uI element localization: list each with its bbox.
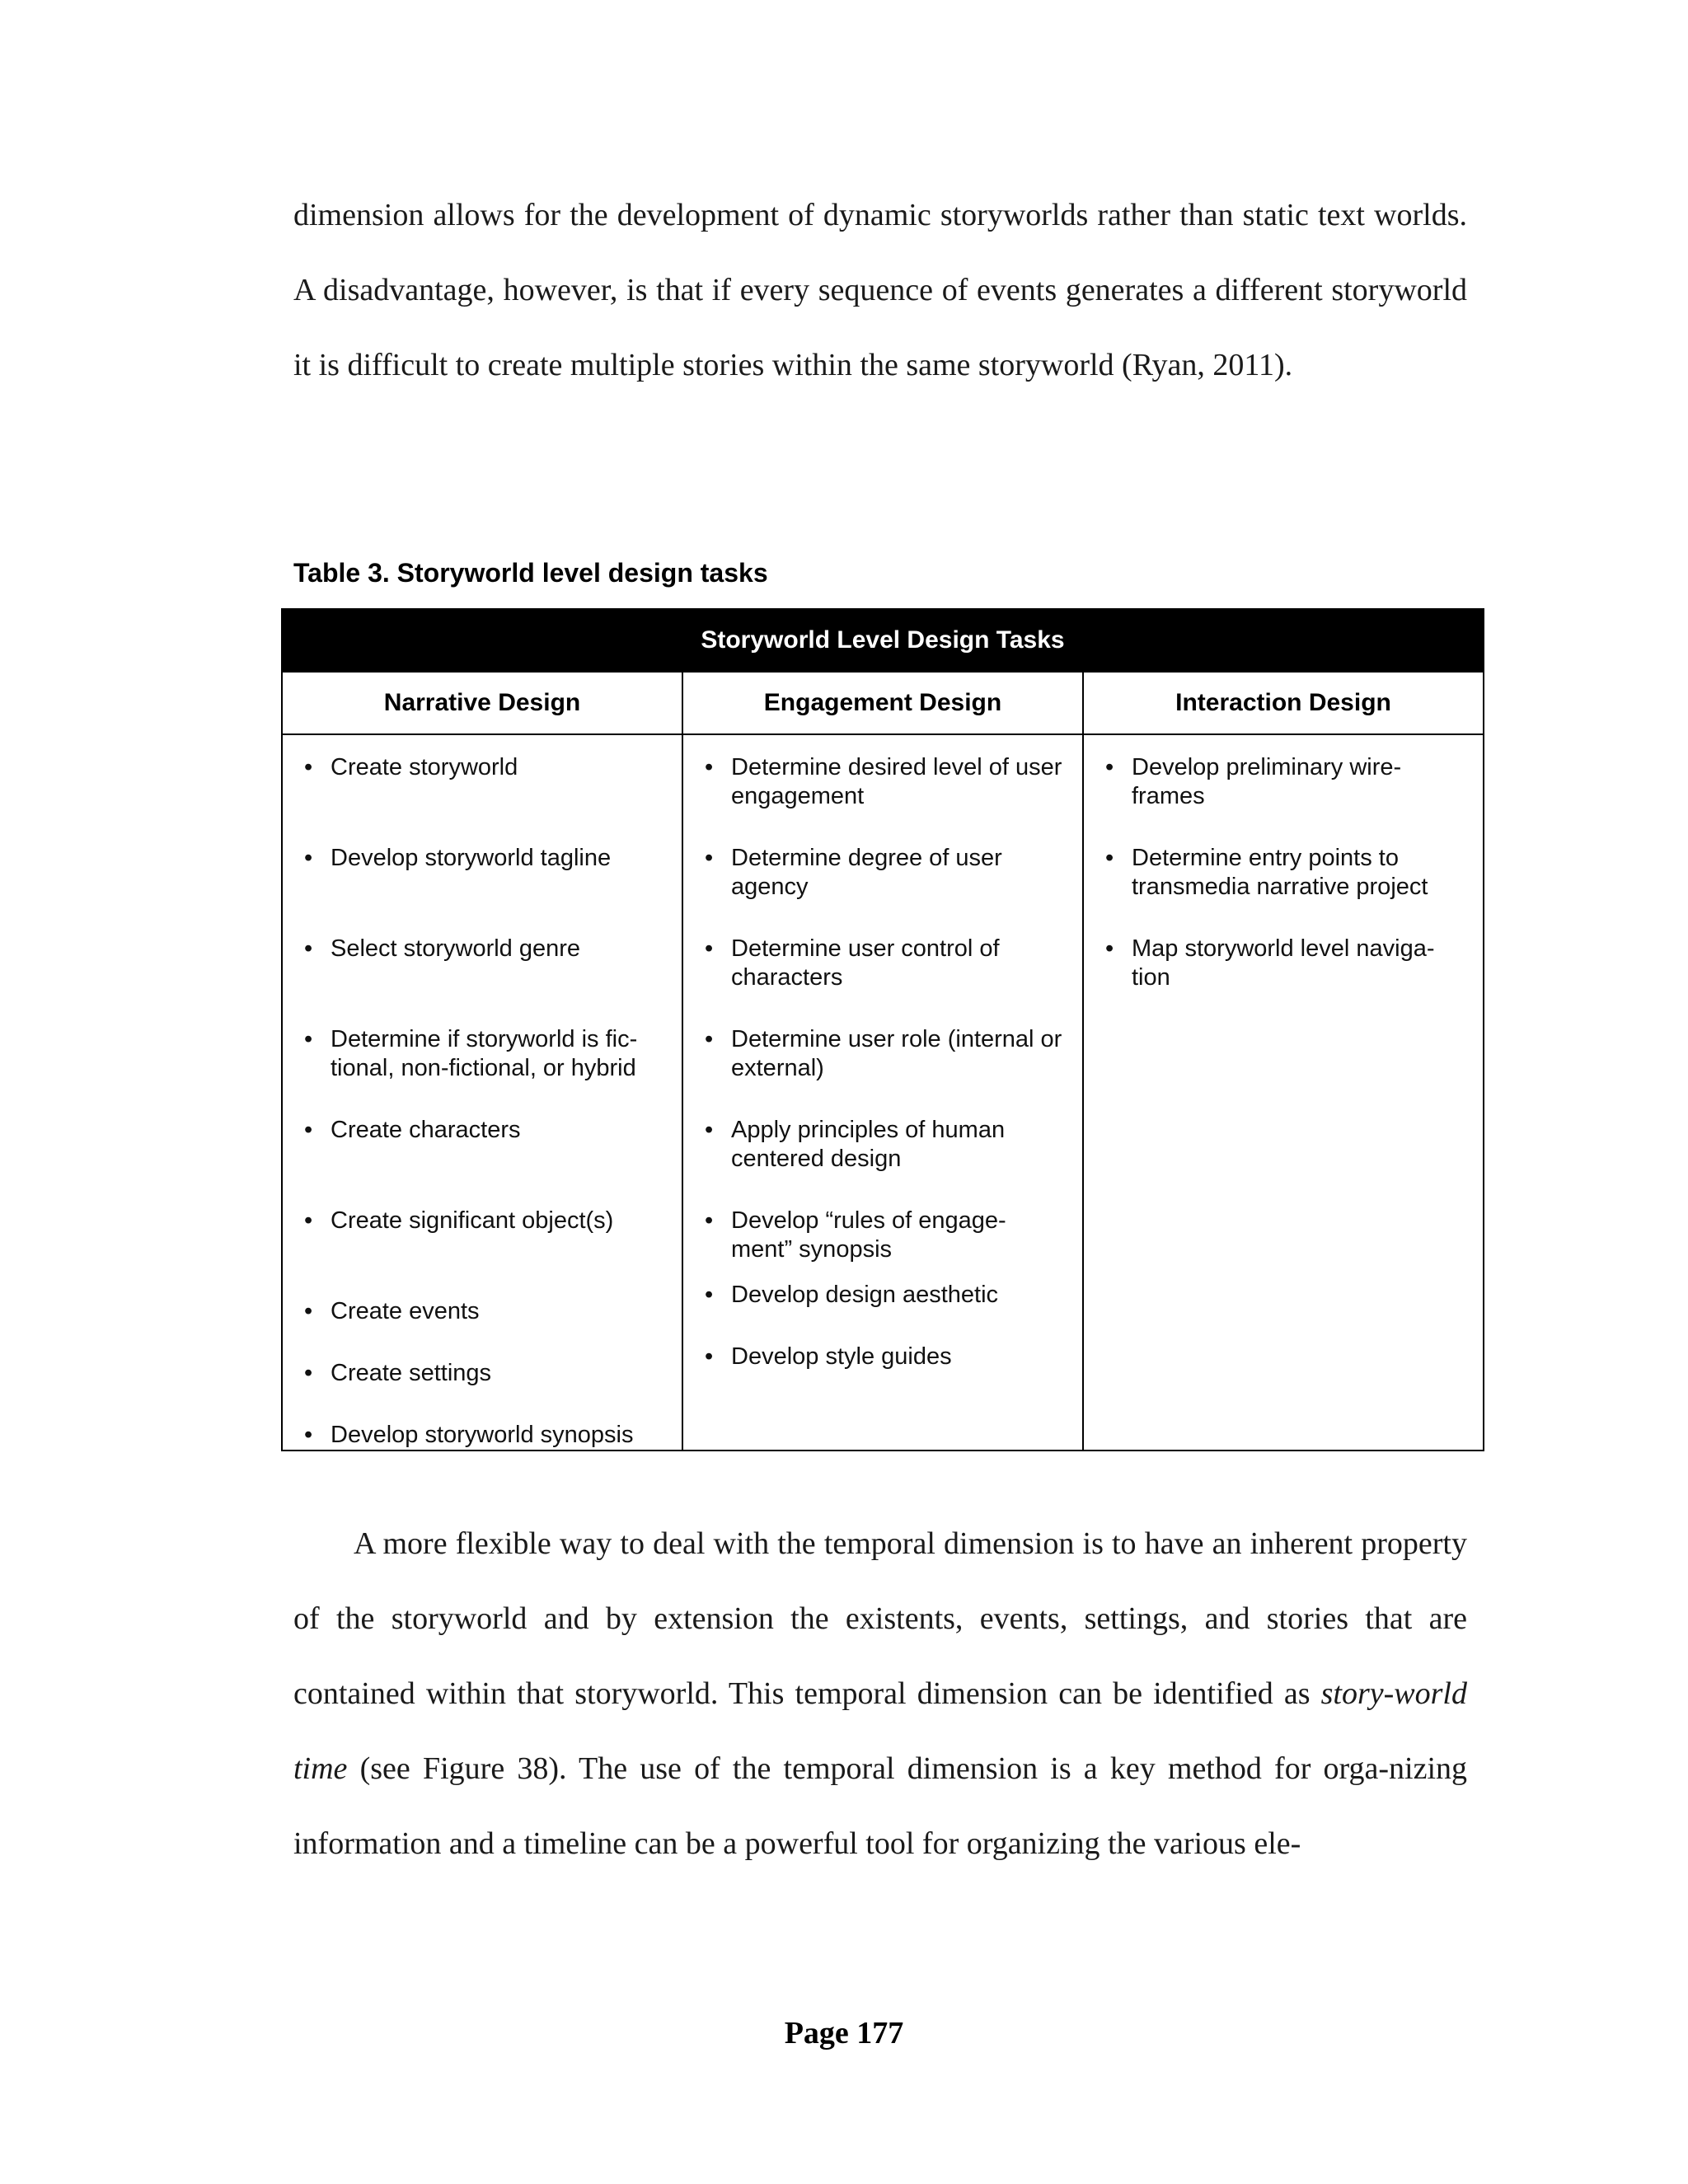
task-item: • Determine user control of characters xyxy=(701,935,1066,992)
task-item: • Determine if storyworld is fic-tional, non-fictional, or hybrid xyxy=(301,1025,665,1083)
column-heading-engagement: Engagement Design xyxy=(682,672,1083,734)
task-item: • Determine degree of user agency xyxy=(701,844,1066,902)
table-header-row xyxy=(282,672,1484,734)
design-tasks-table xyxy=(281,608,1484,1451)
paragraph-text: (see Figure 38). The use of the temporal dimension is a key method for orga-nizing information and a timeline can be a powerful tool for organizing the various ele- xyxy=(293,1751,1467,1861)
body-paragraph-1: dimension allows for the development of dynamic storyworlds rather than static text worlds. A disadvantage, however, is that if every sequence of events generates a different storyworld it is difficult to create multiple stories within the same storyworld (Ryan, 2011). xyxy=(293,198,1467,382)
italic-term: story-world time xyxy=(293,1676,1467,1786)
page-number: Page 177 xyxy=(784,2016,904,2050)
table-title: Storyworld Level Design Tasks xyxy=(282,609,1484,672)
column-heading-narrative: Narrative Design xyxy=(282,672,682,734)
task-item: • Create events xyxy=(301,1297,665,1326)
task-item: • Create significant object(s) xyxy=(301,1207,665,1264)
task-item: • Develop storyworld tagline xyxy=(301,844,665,902)
engagement-task-list xyxy=(701,753,1066,1371)
task-item: • Create storyworld xyxy=(301,753,665,811)
body-paragraph-2 xyxy=(293,1507,1467,1882)
narrative-design-cell xyxy=(282,734,682,1451)
task-item: • Develop “rules of engage-ment” synopsis xyxy=(701,1207,1066,1264)
paragraph-text: A more flexible way to deal with the temporal dimension is to have an inherent property of the storyworld and by extension the existents, events, settings, and stories that are contained within that storyworld. This temporal dimension can be identified as xyxy=(293,1526,1467,1711)
task-item: • Determine entry points to transmedia narrative project xyxy=(1102,844,1466,902)
task-item: • Develop style guides xyxy=(701,1343,1066,1371)
table-body-row xyxy=(282,734,1484,1451)
task-item: • Determine desired level of user engagement xyxy=(701,753,1066,811)
engagement-design-cell xyxy=(682,734,1083,1451)
column-heading-interaction: Interaction Design xyxy=(1083,672,1484,734)
task-item: • Develop storyworld synopsis xyxy=(301,1421,665,1450)
task-item: • Develop preliminary wire-frames xyxy=(1102,753,1466,811)
task-item: • Map storyworld level naviga-tion xyxy=(1102,935,1466,992)
narrative-task-list xyxy=(301,753,665,1450)
table-caption: Table 3. Storyworld level design tasks xyxy=(293,558,768,588)
task-item: • Create characters xyxy=(301,1116,665,1174)
task-item: • Select storyworld genre xyxy=(301,935,665,992)
task-item: • Determine user role (internal or external) xyxy=(701,1025,1066,1083)
interaction-task-list xyxy=(1102,753,1466,992)
table-title-row xyxy=(282,609,1484,672)
interaction-design-cell xyxy=(1083,734,1484,1451)
task-item: • Apply principles of human centered design xyxy=(701,1116,1066,1174)
task-item: • Create settings xyxy=(301,1359,665,1388)
task-item: • Develop design aesthetic xyxy=(701,1281,1066,1310)
